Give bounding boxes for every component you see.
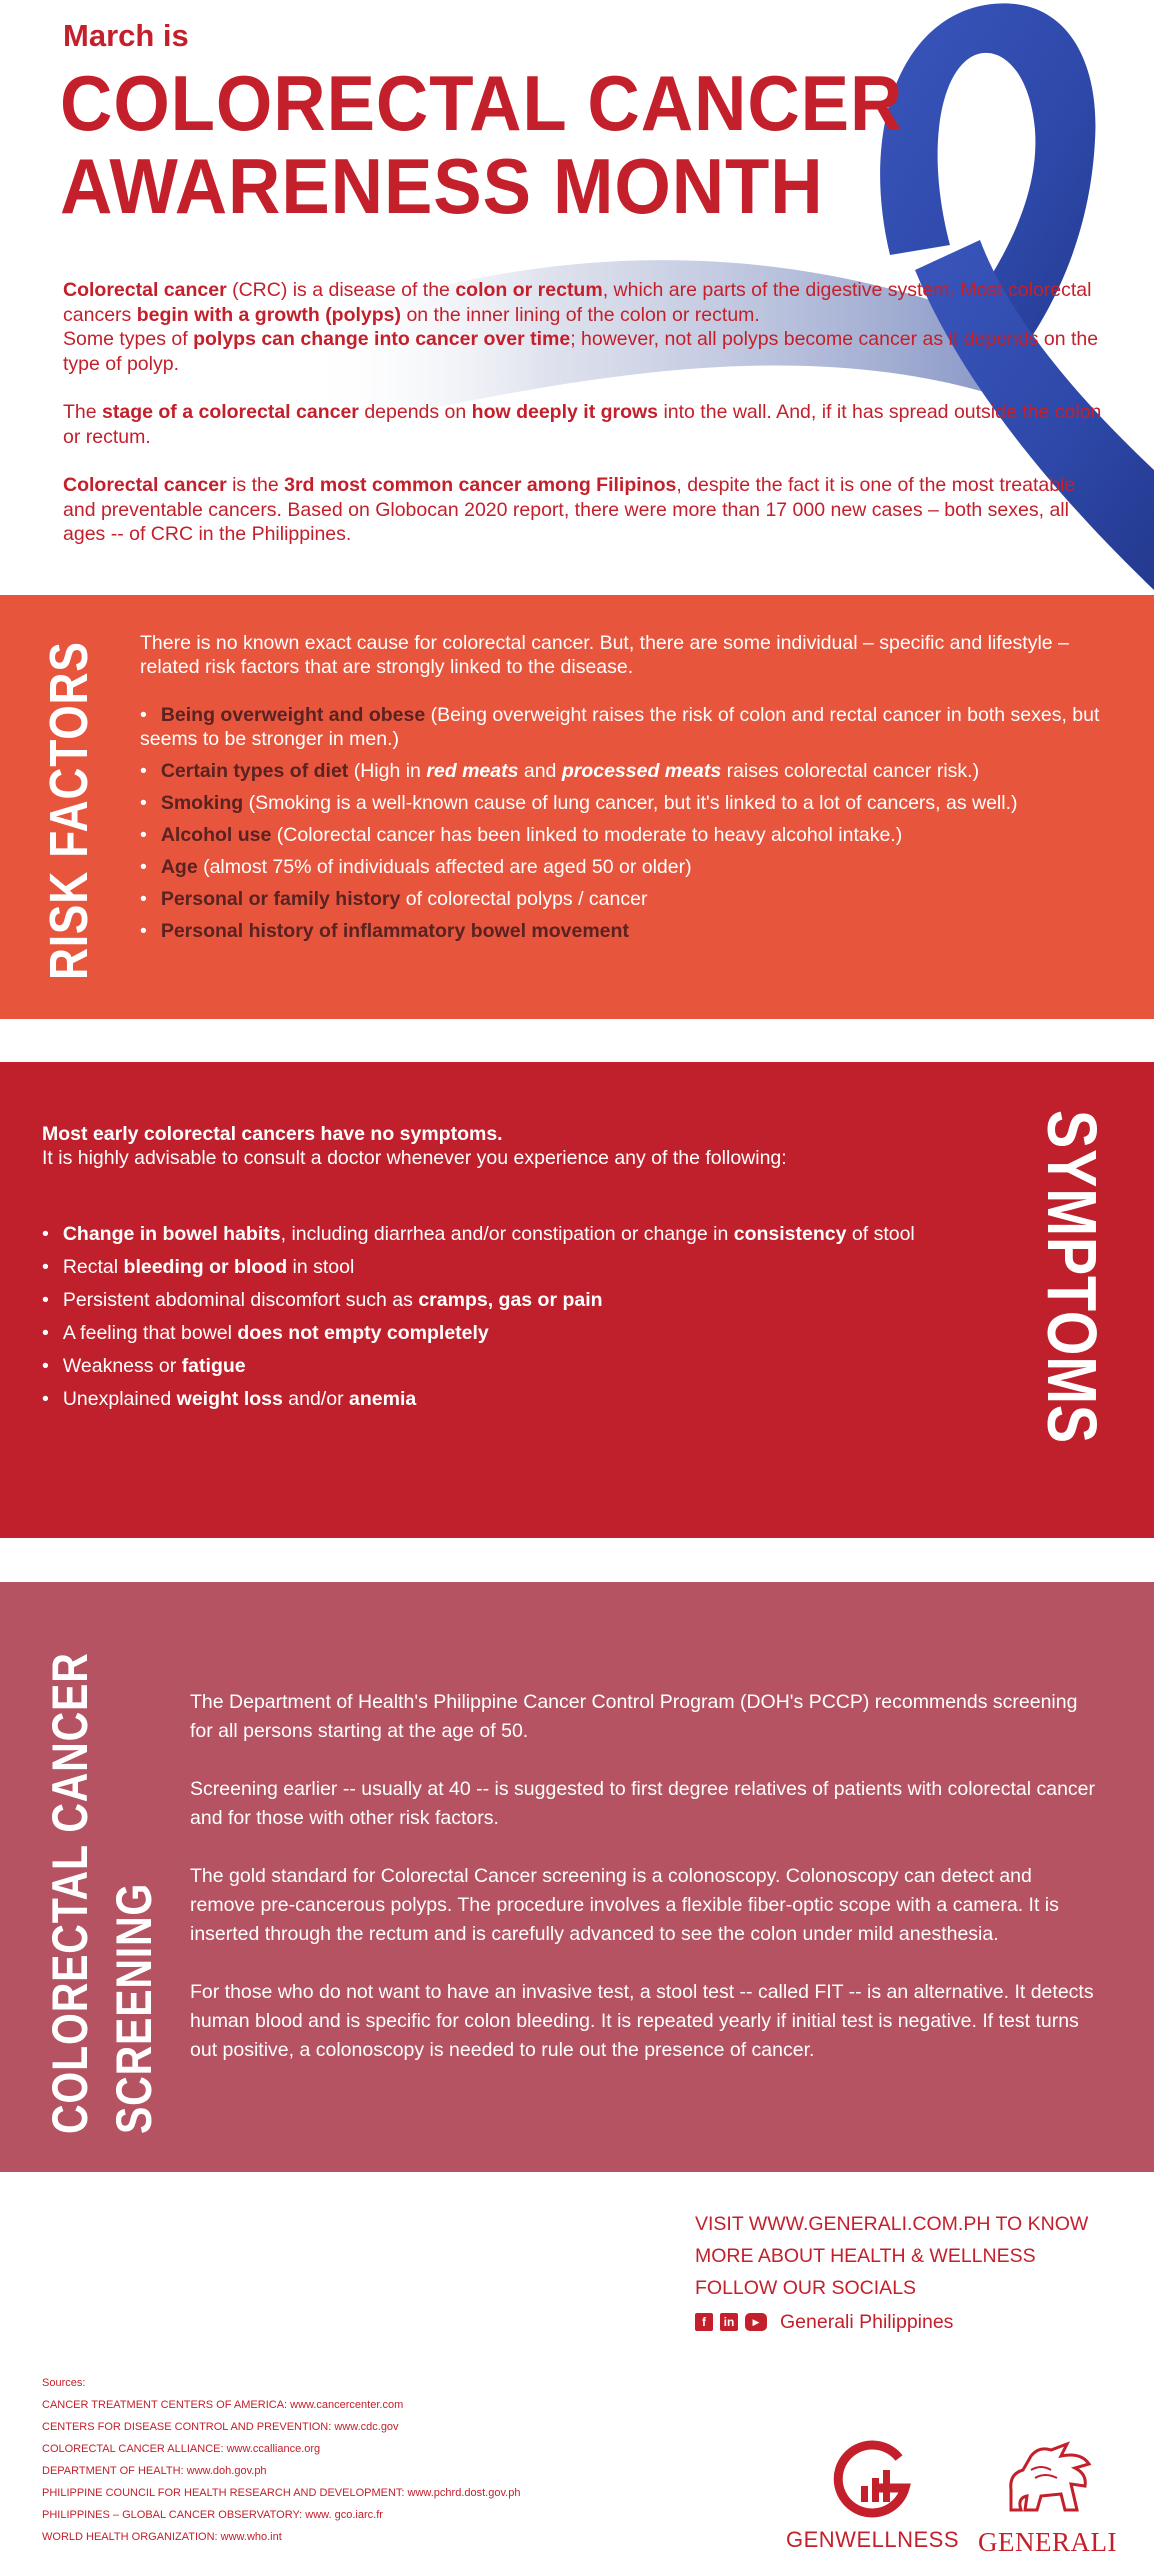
source-item: WORLD HEALTH ORGANIZATION: www.who.int bbox=[42, 2531, 282, 2543]
screening-paragraph: For those who do not want to have an invasive test, a stool test -- called FIT -- is an alternative. It detects human blood and is specific for colon bleeding. It is repeated yearly if initial test is negative. If test turns out positive, a colonoscopy is needed to rule out the presence of cancer. bbox=[190, 1981, 1094, 2061]
text: raises colorectal cancer risk.) bbox=[721, 760, 980, 782]
social-links bbox=[695, 2306, 1088, 2338]
screening-section bbox=[0, 1582, 1154, 2172]
emphasis: 3rd most common cancer among Filipinos bbox=[284, 474, 677, 496]
generali-logo-text: GENERALI bbox=[978, 2527, 1117, 2557]
sources-items bbox=[42, 2394, 520, 2548]
intro-text bbox=[63, 278, 1103, 571]
risk-factors-body bbox=[140, 631, 1110, 951]
risk-factors-section bbox=[0, 595, 1154, 1019]
emphasis: polyps can change into cancer over time bbox=[193, 328, 571, 350]
emphasis: Colorectal cancer bbox=[63, 474, 227, 496]
header-section bbox=[0, 0, 1154, 595]
symptom-item bbox=[42, 1321, 972, 1345]
emphasis: Change in bowel habits bbox=[62, 1223, 281, 1245]
intro-paragraph-1 bbox=[63, 278, 1103, 376]
generali-logo bbox=[978, 2440, 1117, 2558]
text: on the inner lining of the colon or rectum. bbox=[401, 303, 760, 326]
risk-factor-item bbox=[140, 759, 1110, 783]
text: Some types of bbox=[63, 328, 194, 350]
genwellness-logo bbox=[786, 2440, 958, 2553]
emphasis: how deeply it grows bbox=[471, 401, 659, 423]
risk-factor-item bbox=[140, 791, 1110, 815]
sources-list bbox=[42, 2372, 520, 2548]
text: The bbox=[63, 401, 103, 423]
text: A feeling that bowel bbox=[62, 1322, 238, 1344]
symptoms-heading: SYMPTOMS bbox=[1033, 1110, 1111, 1445]
call-to-action bbox=[695, 2208, 1088, 2338]
cta-line-1[interactable]: VISIT WWW.GENERALI.COM.PH TO KNOW bbox=[695, 2213, 1089, 2235]
source-item: DEPARTMENT OF HEALTH: www.doh.gov.ph bbox=[42, 2465, 267, 2477]
header-subtitle: March is bbox=[63, 18, 189, 53]
symptoms-section bbox=[0, 1062, 1154, 1538]
emphasis: consistency bbox=[733, 1223, 847, 1245]
text: into the wall. And, if it has spread outside the colon or rectum. bbox=[63, 401, 1102, 448]
emphasis: colon or rectum bbox=[455, 279, 603, 301]
risk-factors-list bbox=[140, 703, 1110, 943]
emphasis: weight loss bbox=[176, 1388, 283, 1410]
emphasis: cramps, gas or pain bbox=[418, 1289, 603, 1311]
text: (Being overweight raises the risk of colon and rectal cancer in both sexes, but seems to be stronger in men.) bbox=[140, 704, 1100, 750]
risk-factor-item bbox=[140, 703, 1110, 751]
source-item: PHILIPPINES – GLOBAL CANCER OBSERVATORY: www. gco.iarc.fr bbox=[42, 2509, 383, 2521]
cta-line-3: FOLLOW OUR SOCIALS bbox=[695, 2277, 917, 2299]
emphasis: Colorectal cancer bbox=[63, 279, 227, 301]
text: , including diarrhea and/or constipation or change in bbox=[280, 1223, 734, 1245]
source-item: COLORECTAL CANCER ALLIANCE: www.ccalliance.org bbox=[42, 2443, 321, 2455]
risk-factor-item bbox=[140, 855, 1110, 879]
generali-lion-icon bbox=[991, 2440, 1101, 2522]
symptom-item bbox=[42, 1222, 972, 1246]
emphasis: fatigue bbox=[181, 1355, 246, 1377]
linkedin-icon[interactable]: in bbox=[720, 2313, 738, 2331]
text: ; however, not all polyps become cancer as it depends on the type of polyp. bbox=[63, 328, 1099, 375]
text: depends on bbox=[358, 401, 472, 423]
emphasis: bleeding or blood bbox=[123, 1256, 288, 1278]
screening-heading bbox=[38, 1652, 166, 2134]
genwellness-logo-mark bbox=[827, 2440, 917, 2522]
risk-factor-name: Personal history of inflammatory bowel movement bbox=[160, 920, 629, 942]
risk-factor-name: Personal or family history bbox=[160, 888, 401, 910]
text: Rectal bbox=[62, 1256, 124, 1278]
emphasis: begin with a growth (polyps) bbox=[136, 303, 402, 326]
risk-factor-item bbox=[140, 823, 1110, 847]
genwellness-logo-text: GENWELLNESS bbox=[786, 2527, 959, 2552]
text: and/or bbox=[282, 1388, 349, 1410]
risk-factor-item bbox=[140, 919, 1110, 943]
facebook-icon[interactable]: f bbox=[695, 2313, 713, 2331]
symptoms-lead-bold: Most early colorectal cancers have no symptoms. bbox=[42, 1123, 503, 1145]
screening-body bbox=[190, 1688, 1100, 2094]
text: (almost 75% of individuals affected are aged 50 or older) bbox=[197, 856, 692, 878]
risk-factor-item bbox=[140, 887, 1110, 911]
text: of colorectal polyps / cancer bbox=[400, 888, 648, 910]
screening-paragraph: The Department of Health's Philippine Cancer Control Program (DOH's PCCP) recommends screening for all persons starting at the age of 50. bbox=[190, 1691, 1078, 1742]
risk-factor-name: Smoking bbox=[160, 792, 244, 814]
text: (CRC) is a disease of the bbox=[226, 279, 456, 301]
page-title bbox=[60, 59, 904, 230]
text: is the bbox=[226, 474, 285, 496]
social-account-name[interactable]: Generali Philippines bbox=[780, 2311, 954, 2333]
emphasis: processed meats bbox=[561, 760, 722, 782]
source-item: PHILIPPINE COUNCIL FOR HEALTH RESEARCH AND DEVELOPMENT: www.pchrd.dost.gov.ph bbox=[42, 2487, 521, 2499]
symptoms-lead: It is highly advisable to consult a doctor whenever you experience any of the following: bbox=[42, 1147, 787, 1169]
screening-paragraph: The gold standard for Colorectal Cancer screening is a colonoscopy. Colonoscopy can detect and remove pre-cancerous polyps. The procedure involves a flexible fiber-optic scope with a camera. It is inserted through the rectum and is carefully advanced to see the colon under mild anesthesia. bbox=[190, 1865, 1059, 1945]
text: Persistent abdominal discomfort such as bbox=[62, 1289, 419, 1311]
text: and bbox=[518, 760, 562, 782]
risk-factor-name: Alcohol use bbox=[160, 824, 272, 846]
sources-label: Sources: bbox=[42, 2377, 86, 2389]
text: in stool bbox=[287, 1256, 355, 1278]
text: (Colorectal cancer has been linked to moderate to heavy alcohol intake.) bbox=[271, 824, 903, 846]
emphasis: red meats bbox=[426, 760, 519, 782]
symptom-item bbox=[42, 1354, 972, 1378]
screening-heading-line-2: SCREENING bbox=[106, 1882, 162, 2134]
risk-factor-name: Being overweight and obese bbox=[160, 704, 426, 726]
screening-paragraph: Screening earlier -- usually at 40 -- is suggested to first degree relatives of patients with colorectal cancer and for those with other risk factors. bbox=[190, 1778, 1096, 1829]
intro-paragraph-2 bbox=[63, 400, 1103, 449]
symptoms-body bbox=[42, 1122, 972, 1420]
symptoms-list bbox=[42, 1222, 972, 1411]
intro-paragraph-3 bbox=[63, 473, 1103, 547]
title-line-2: AWARENESS MONTH bbox=[60, 142, 824, 230]
text: , despite the fact it is one of the most treatable and preventable cancers. Based on Globocan 2020 report, there were more than 17 000 new cases – both sexes, all ages -- of CRC in the Philippines. bbox=[63, 474, 1076, 545]
text: , which are parts of the digestive system. Most colorectal cancers bbox=[63, 279, 1092, 326]
symptom-item bbox=[42, 1288, 972, 1312]
risk-factor-name: Age bbox=[160, 856, 198, 878]
emphasis: stage of a colorectal cancer bbox=[102, 401, 359, 423]
symptom-item bbox=[42, 1255, 972, 1279]
risk-factors-heading: RISK FACTORS bbox=[39, 641, 99, 980]
source-item: CENTERS FOR DISEASE CONTROL AND PREVENTION: www.cdc.gov bbox=[42, 2421, 399, 2433]
youtube-icon[interactable]: ▶ bbox=[745, 2313, 767, 2331]
emphasis: anemia bbox=[349, 1388, 417, 1410]
screening-heading-line-1: COLORECTAL CANCER bbox=[42, 1652, 98, 2134]
text: Weakness or bbox=[62, 1355, 182, 1377]
text: (Smoking is a well-known cause of lung cancer, but it's linked to a lot of cancers, as well.) bbox=[243, 792, 1018, 814]
risk-factor-name: Certain types of diet bbox=[160, 760, 349, 782]
text: of stool bbox=[846, 1223, 915, 1245]
symptom-item bbox=[42, 1387, 972, 1411]
source-item: CANCER TREATMENT CENTERS OF AMERICA: www.cancercenter.com bbox=[42, 2399, 404, 2411]
emphasis: does not empty completely bbox=[237, 1322, 489, 1344]
risk-factors-lead: There is no known exact cause for colorectal cancer. But, there are some individual – specific and lifestyle – related risk factors that are strongly linked to the disease. bbox=[140, 632, 1069, 678]
text: Unexplained bbox=[62, 1388, 177, 1410]
cta-line-2: MORE ABOUT HEALTH & WELLNESS bbox=[695, 2245, 1036, 2267]
text: (High in bbox=[348, 760, 427, 782]
title-line-1: COLORECTAL CANCER bbox=[60, 59, 904, 147]
